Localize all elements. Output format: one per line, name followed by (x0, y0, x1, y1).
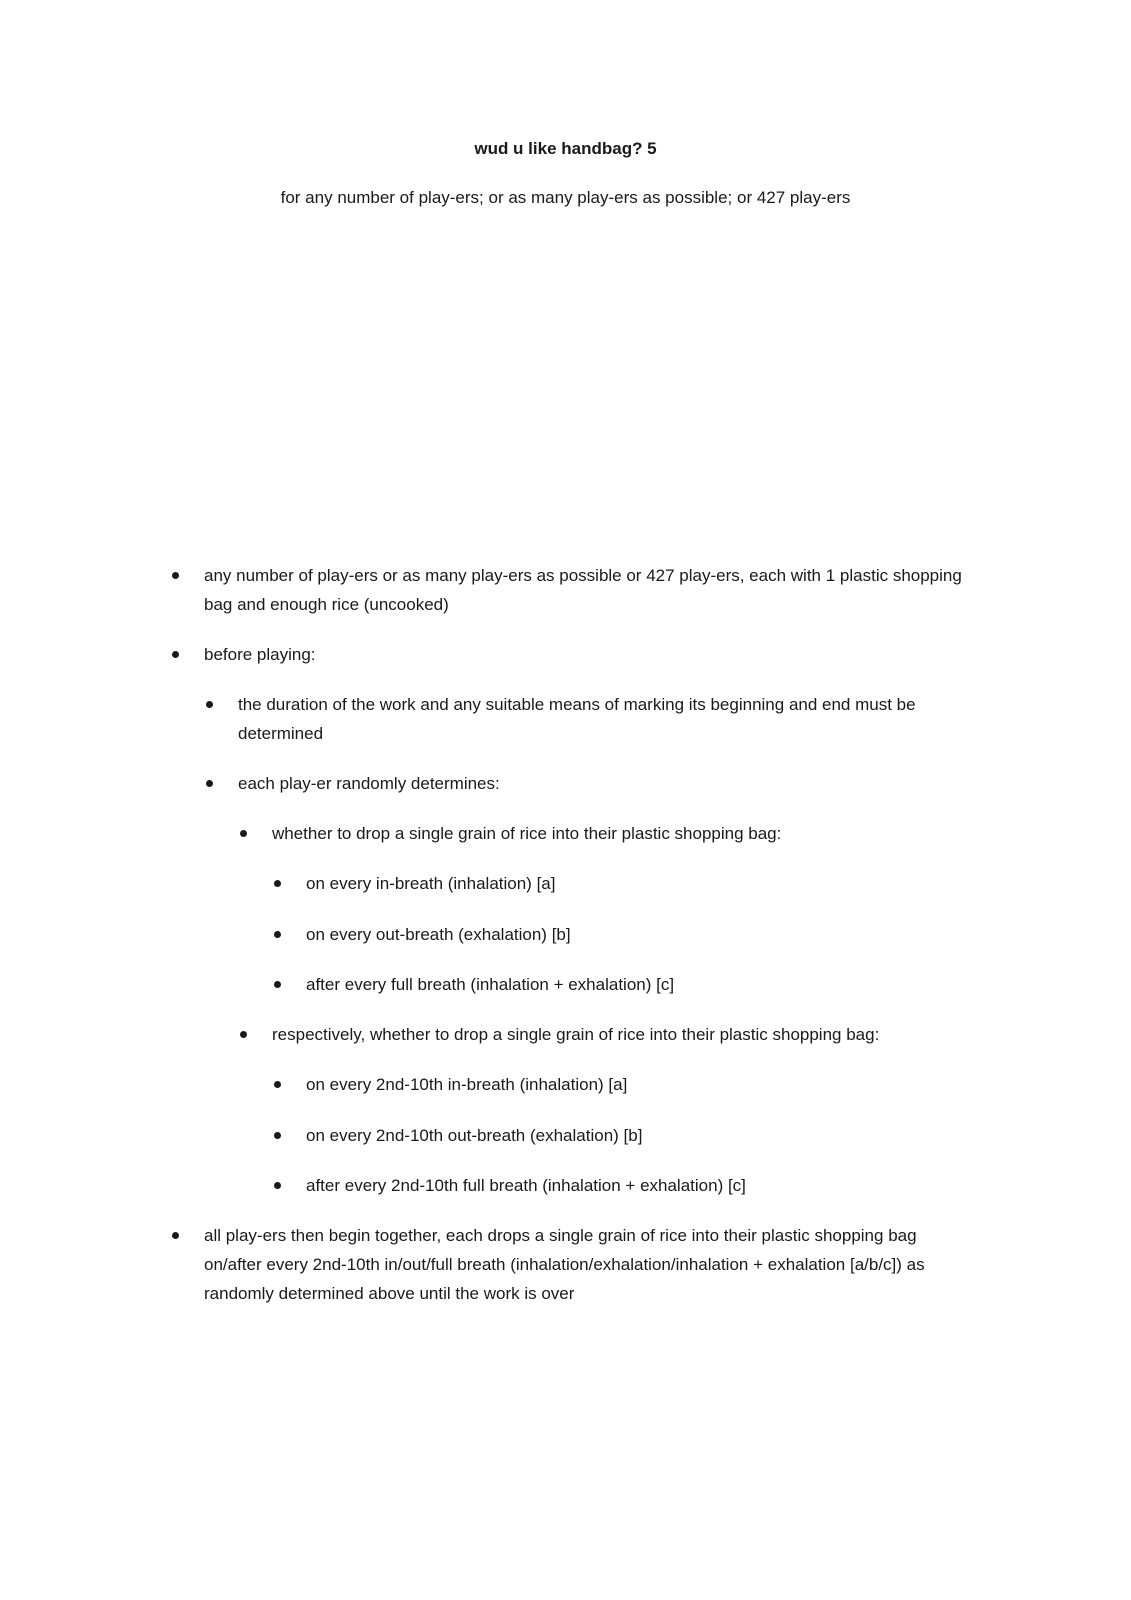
list-item-text: any number of play-ers or as many play-ers as possible or 427 play-ers, each with 1 plastic shopping bag and enough rice (uncooked) (204, 566, 962, 614)
bullet-icon (274, 1182, 281, 1189)
page-title: wud u like handbag? 5 (474, 139, 657, 158)
bullet-icon (172, 651, 179, 658)
bullet-icon (206, 701, 213, 708)
bullet-icon (172, 1232, 179, 1239)
bullet-icon (172, 572, 179, 579)
bullet-icon (240, 830, 247, 837)
bullet-icon (274, 880, 281, 887)
page-subtitle: for any number of play-ers; or as many play-ers as possible; or 427 play-ers (280, 188, 851, 207)
list-item (240, 819, 1000, 848)
list-item (274, 920, 994, 949)
list-item (274, 869, 994, 898)
list-item (172, 1221, 962, 1308)
list-item (172, 561, 962, 619)
list-item-text: after every full breath (inhalation + exhalation) [c] (306, 975, 675, 994)
bullet-icon (274, 931, 281, 938)
list-item-text: each play-er randomly determines: (238, 774, 500, 793)
list-item (274, 970, 994, 999)
bullet-icon (240, 1031, 247, 1038)
list-item-text: on every out-breath (exhalation) [b] (306, 925, 571, 944)
bullet-icon (206, 780, 213, 787)
list-item-text: after every 2nd-10th full breath (inhalation + exhalation) [c] (306, 1176, 746, 1195)
list-item-text: whether to drop a single grain of rice into their plastic shopping bag: (272, 824, 782, 843)
list-item-text: all play-ers then begin together, each drops a single grain of rice into their plastic shopping bag on/after every 2nd-10th in/out/full breath (inhalation/exhalation/inhalation + exhalation [a/b/c]) as randomly determined above until the work is over (204, 1226, 925, 1303)
list-item (274, 1121, 994, 1150)
list-item (206, 769, 976, 798)
list-item-text: respectively, whether to drop a single grain of rice into their plastic shopping bag: (272, 1025, 880, 1044)
bullet-icon (274, 1132, 281, 1139)
list-item-text: on every 2nd-10th out-breath (exhalation) [b] (306, 1126, 643, 1145)
bullet-icon (274, 1081, 281, 1088)
list-item-text: the duration of the work and any suitable means of marking its beginning and end must be determined (238, 695, 916, 743)
bullet-icon (274, 981, 281, 988)
list-item (274, 1171, 994, 1200)
list-item-text: on every 2nd-10th in-breath (inhalation) [a] (306, 1075, 628, 1094)
list-item (172, 640, 962, 669)
list-item-text: on every in-breath (inhalation) [a] (306, 874, 556, 893)
list-item-text: before playing: (204, 645, 316, 664)
list-item (206, 690, 976, 748)
list-item (240, 1020, 1000, 1049)
list-item (274, 1070, 994, 1099)
